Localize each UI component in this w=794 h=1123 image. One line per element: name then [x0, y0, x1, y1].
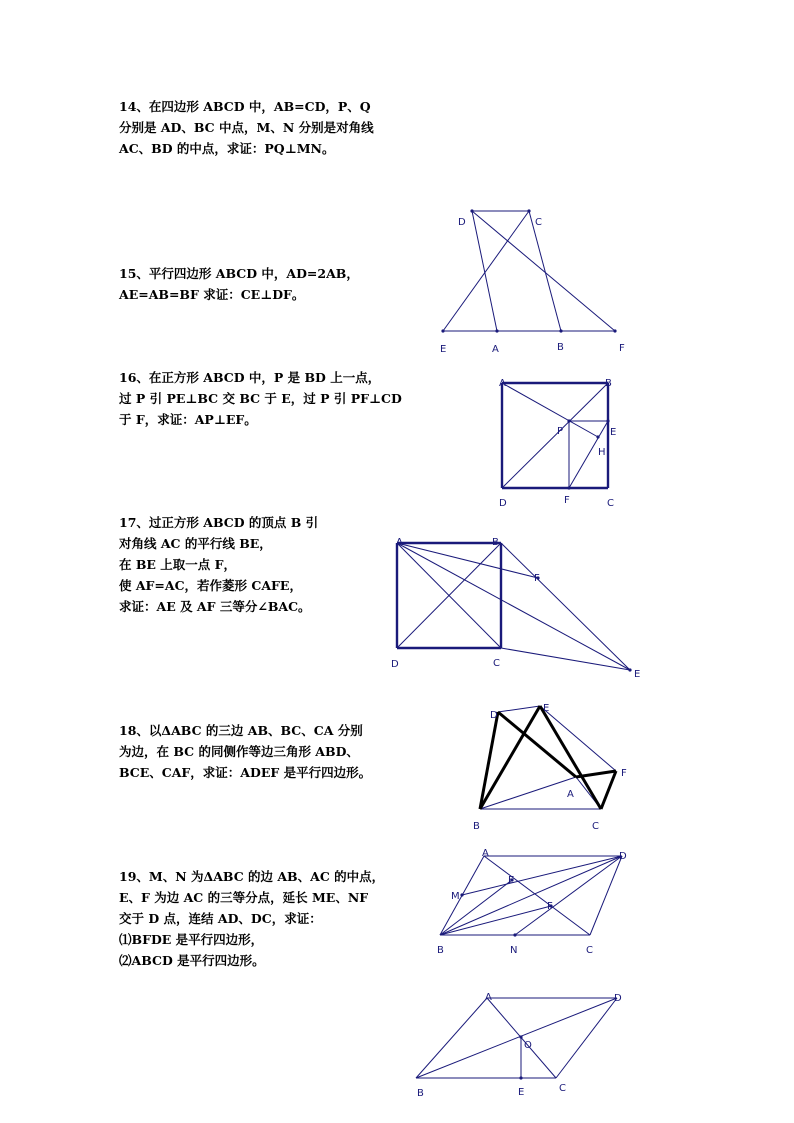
problem-line: 18、以ΔABC 的三边 AB、BC、CA 分别: [119, 723, 363, 738]
fig15-label-a: A: [492, 344, 499, 355]
fig16-label-d: D: [499, 498, 507, 509]
fig19b-label-o: O: [524, 1040, 532, 1051]
problem-line: 19、M、N 为ΔABC 的边 AB、AC 的中点，: [119, 869, 385, 884]
problem-line: BCE、CAF，求证：ADEF 是平行四边形。: [119, 765, 372, 780]
fig15-label-c: C: [535, 217, 542, 228]
fig16-label-e: E: [610, 427, 617, 438]
fig19a-label-a: A: [482, 848, 489, 859]
fig19b-label-c: C: [559, 1083, 566, 1094]
problem-line: 于 F，求证：AP⊥EF。: [119, 412, 257, 427]
problem-line: 对角线 AC 的平行线 BE，: [119, 536, 272, 551]
fig19b-point: [519, 1035, 522, 1038]
problem-line: 交于 D 点，连结 AD、DC，求证：: [119, 911, 322, 926]
fig16-label-p: P: [557, 426, 564, 437]
problem-line: 使 AF=AC，若作菱形 CAFE，: [119, 578, 302, 593]
fig19a-label-c: C: [586, 945, 593, 956]
fig15-label-d: D: [458, 217, 466, 228]
fig17-label-d: D: [391, 659, 399, 670]
problem-line: 分别是 AD、BC 中点，M、N 分别是对角线: [119, 120, 374, 135]
fig19b-point: [519, 1076, 522, 1079]
fig19b-edge-ab: [416, 998, 487, 1078]
fig17-label-b: B: [492, 537, 499, 548]
fig16-label-f: F: [564, 495, 570, 506]
fig18-label-c: C: [592, 821, 599, 832]
problem-line: ⑵ABCD 是平行四边形。: [119, 953, 265, 968]
problem-line: 在 BE 上取一点 F，: [119, 557, 237, 572]
fig19a-label-m: M: [451, 891, 460, 902]
fig18-label-a: A: [567, 789, 574, 800]
fig15-label-e: E: [440, 344, 447, 355]
problem-line: AC、BD 的中点，求证：PQ⊥MN。: [119, 141, 335, 156]
fig18-label-b: B: [473, 821, 480, 832]
fig17-label-f: F: [534, 573, 540, 584]
problem-line: 14、在四边形 ABCD 中，AB=CD，P、Q: [119, 99, 371, 114]
problem-line: 过 P 引 PE⊥BC 交 BC 于 E，过 P 引 PF⊥CD: [119, 391, 402, 406]
problem-line: 17、过正方形 ABCD 的顶点 B 引: [119, 515, 319, 530]
problem-line: 为边，在 BC 的同侧作等边三角形 ABD、: [119, 744, 359, 759]
fig19b-label-e: E: [518, 1087, 525, 1098]
fig17-label-e: E: [634, 669, 641, 680]
problem-line: E、F 为边 AC 的三等分点，延长 ME、NF: [119, 890, 369, 905]
fig16-label-h: H: [598, 447, 606, 458]
fig19a-label-e: E: [508, 875, 515, 886]
fig19a-label-f: F: [547, 901, 553, 912]
fig16-label-b: B: [605, 378, 612, 389]
fig19b-label-a: A: [485, 992, 492, 1003]
problem-line: 16、在正方形 ABCD 中，P 是 BD 上一点，: [119, 370, 381, 385]
problem-line: AE=AB=BF 求证：CE⊥DF。: [119, 287, 305, 302]
fig18-label-d: D: [490, 710, 498, 721]
fig17-label-c: C: [493, 658, 500, 669]
problem-line: ⑴BFDE 是平行四边形，: [119, 932, 264, 947]
fig16-label-a: A: [499, 378, 506, 389]
fig18-label-e: E: [543, 703, 550, 714]
fig16-label-c: C: [607, 498, 614, 509]
fig18-label-f: F: [621, 768, 627, 779]
fig19a-label-d: D: [619, 851, 627, 862]
fig15-label-f: F: [619, 343, 625, 354]
fig17-label-a: A: [396, 537, 403, 548]
fig19a-label-n: N: [510, 945, 518, 956]
fig19b-label-d: D: [614, 993, 622, 1004]
problem-line: 15、平行四边形 ABCD 中，AD=2AB，: [119, 266, 359, 281]
fig19a-label-b: B: [437, 945, 444, 956]
problem-line: 求证：AE 及 AF 三等分∠BAC。: [119, 599, 311, 614]
fig19b-label-b: B: [417, 1088, 424, 1099]
fig15-label-b: B: [557, 342, 564, 353]
